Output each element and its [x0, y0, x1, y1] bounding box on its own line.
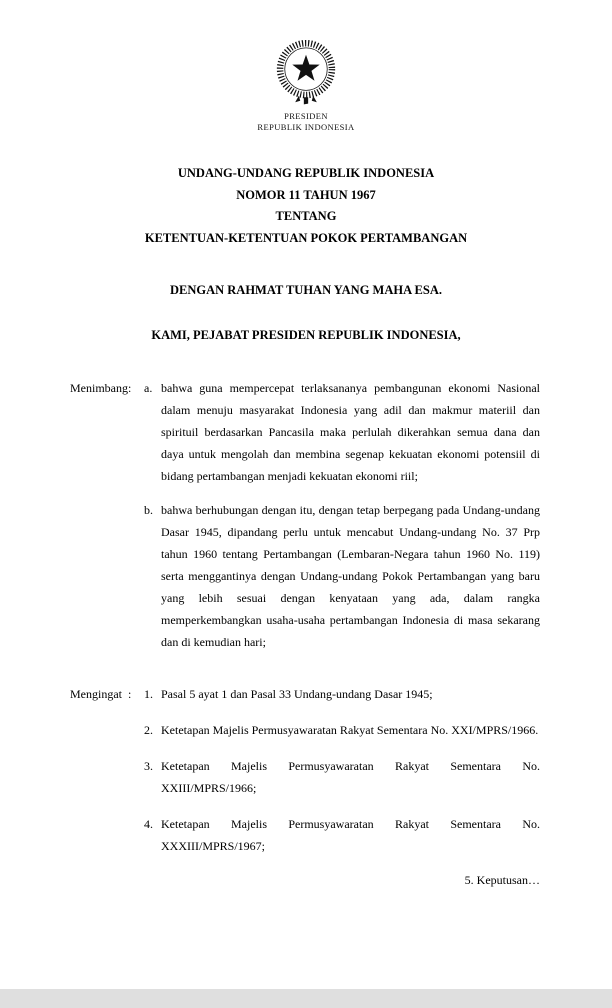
clause-text: Ketetapan Majelis Permusyawaratan Rakyat Sementara No. XXI/MPRS/1966.	[161, 723, 539, 737]
org-name-line2: REPUBLIK INDONESIA	[257, 122, 355, 132]
clause-marker: 2.	[144, 723, 153, 737]
recalling-section	[70, 683, 540, 857]
clause-marker: 1.	[144, 687, 153, 701]
continuation-catchword: 5. Keputusan…	[464, 873, 540, 887]
recalling-colon: :	[128, 687, 132, 701]
recalling-item-1	[70, 683, 540, 705]
recalling-item-2	[70, 719, 540, 741]
clause-marker: b.	[144, 503, 153, 517]
clause-marker: 3.	[144, 759, 153, 773]
authority-line: KAMI, PEJABAT PRESIDEN REPUBLIK INDONESIA,	[151, 328, 461, 342]
title-line-3: TENTANG	[275, 209, 337, 223]
considering-label: Menimbang	[70, 381, 128, 395]
recalling-item-4	[70, 813, 540, 857]
letterhead	[0, 0, 612, 133]
clause-text: Ketetapan Majelis Permusyawaratan Rakyat Sementara No. XXXIII/MPRS/1967;	[161, 817, 540, 853]
recalling-item-3	[70, 755, 540, 799]
clause-text: bahwa berhubungan dengan itu, dengan tetap berpegang pada Undang-undang Dasar 1945, dipandang perlu untuk mencabut Undang-undang No. 37 Prp tahun 1960 tentang Pertambangan (Lembaran-Negara tahun 1960 No. 119) serta menggantinya dengan Undang-undang Pokok Pertambangan yang baru yang lebih sesuai dengan kenyataan yang ada, dalam rangka memperkembangkan usaha-usaha pertambangan Indonesia di masa sekarang dan di kemudian hari;	[161, 503, 540, 649]
org-name-line1: PRESIDEN	[284, 111, 328, 121]
clause-marker: a.	[144, 381, 153, 395]
considering-item-a	[70, 377, 540, 487]
title-line-4: KETENTUAN-KETENTUAN POKOK PERTAMBANGAN	[144, 230, 468, 245]
clause-text: Pasal 5 ayat 1 dan Pasal 33 Undang-undang Dasar 1945;	[161, 687, 433, 701]
title-line-2: NOMOR 11 TAHUN 1967	[236, 187, 376, 202]
grace-line: DENGAN RAHMAT TUHAN YANG MAHA ESA.	[169, 283, 442, 297]
page-footer-bar	[0, 989, 612, 1008]
clause-text: bahwa guna mempercepat terlaksananya pembangunan ekonomi Nasional dalam menuju masyarakat Indonesia yang adil dan makmur materiil dan spirituil berdasarkan Pancasila maka perlulah dikerahkan semua dana dan daya untuk mengolah dan membina segenap kekuatan ekonomi potensiil di bidang pertambangan menjadi kekuatan ekonomi riil;	[161, 381, 540, 483]
presidential-star-emblem-icon	[268, 36, 344, 108]
considering-item-b	[70, 499, 540, 653]
clause-text: Ketetapan Majelis Permusyawaratan Rakyat Sementara No. XXIII/MPRS/1966;	[161, 759, 540, 795]
title-line-1: UNDANG-UNDANG REPUBLIK INDONESIA	[177, 166, 435, 180]
clause-marker: 4.	[144, 817, 153, 831]
considering-colon: :	[128, 381, 132, 395]
recalling-label: Mengingat	[70, 687, 122, 701]
document-body	[70, 377, 540, 857]
document-title	[0, 163, 612, 249]
